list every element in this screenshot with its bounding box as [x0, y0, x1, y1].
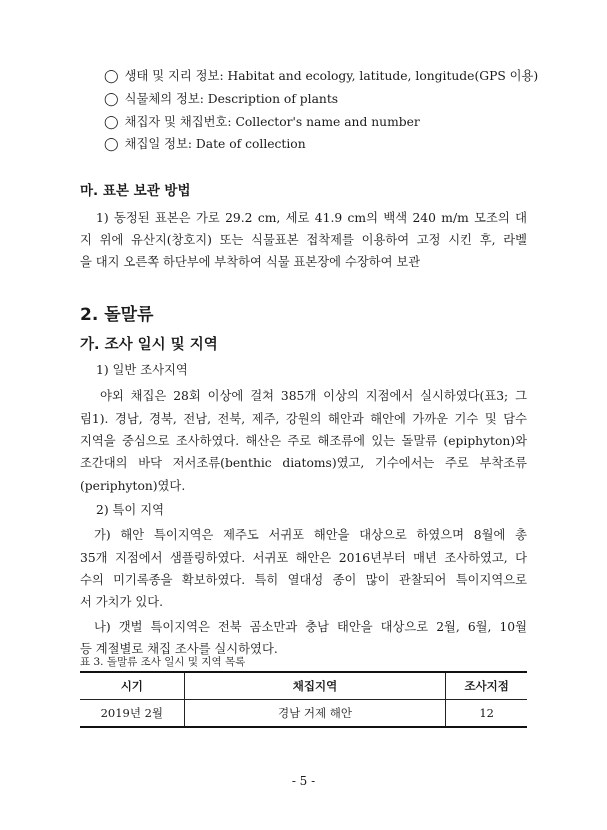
column-header-region: 채집지역	[184, 672, 446, 700]
list-item: ◯ 채집자 및 채집번호: Collector's name and number	[104, 115, 420, 130]
paragraph-line: 서 가치가 있다.	[80, 595, 163, 609]
paragraph-line: 지역을 중심으로 조사하였다. 해산은 주로 해조류에 있는 돌말류 (epiphyton)와	[80, 434, 527, 448]
paragraph-line: 수의 미기록종을 확보하였다. 특히 열대성 종이 많이 관찰되어 특이지역으로	[80, 573, 527, 587]
paragraph-line: 지 위에 유산지(창호지) 또는 식물표본 접착제를 이용하여 고정 시킨 후, 라벨	[80, 233, 527, 247]
circle-bullet-icon: ◯	[104, 137, 119, 152]
paragraph-line: 나) 갯벌 특이지역은 전북 곰소만과 충남 태안을 대상으로 2월, 6월, 10월	[94, 620, 527, 634]
paragraph-line: 림1). 경남, 경북, 전남, 전북, 제주, 강원의 해안과 해안에 가까운 기수 및 담수	[80, 412, 527, 426]
paragraph-line: 을 대지 오른쪽 하단부에 부착하여 식물 표본장에 수장하여 보관	[80, 255, 421, 269]
table-cell: 2019년 2월	[80, 700, 184, 728]
item-label: 2) 특이 지역	[96, 503, 164, 517]
list-item: ◯ 채집일 정보: Date of collection	[104, 137, 306, 152]
paragraph-line: 35개 지점에서 샘플링하였다. 서귀포 해안은 2016년부터 매년 조사하였고, 다	[80, 551, 527, 565]
item-label: 1) 일반 조사지역	[96, 363, 188, 377]
table-header-row	[80, 672, 527, 700]
section-heading: 마. 표본 보관 방법	[80, 183, 191, 199]
chapter-heading: 2. 돌말류	[80, 305, 154, 325]
circle-bullet-icon: ◯	[104, 115, 119, 130]
survey-table	[80, 671, 527, 728]
circle-bullet-icon: ◯	[104, 69, 119, 84]
paragraph-line: 야외 채집은 28회 이상에 걸쳐 385개 이상의 지점에서 실시하였다(표3; 그	[100, 389, 527, 403]
column-header-period: 시기	[80, 672, 184, 700]
column-header-sites: 조사지점	[446, 672, 527, 700]
paragraph-line: (periphyton)였다.	[80, 479, 186, 493]
paragraph-line: 조간대의 바닥 저서조류(benthic diatoms)였고, 기수에서는 주로 부착조류	[80, 456, 527, 470]
paragraph-line: 1) 동정된 표본은 가로 29.2 cm, 세로 41.9 cm의 백색 240 m/m 모조의 대	[96, 211, 527, 225]
circle-bullet-icon: ◯	[104, 92, 119, 107]
list-item: ◯ 식물체의 정보: Description of plants	[104, 92, 339, 107]
table-caption: 표 3. 돌말류 조사 일시 및 지역 목록	[80, 656, 246, 668]
table-row	[80, 700, 527, 728]
list-item: ◯ 생태 및 지리 정보: Habitat and ecology, latitude, longitude(GPS 이용)	[104, 69, 539, 84]
paragraph-line: 가) 해안 특이지역은 제주도 서귀포 해안을 대상으로 하였으며 8월에 총	[94, 528, 527, 542]
table-cell: 12	[446, 700, 527, 728]
section-heading: 가. 조사 일시 및 지역	[80, 337, 218, 353]
paragraph-line: 등 계절별로 채집 조사를 실시하였다.	[80, 642, 278, 656]
page-number: - 5 -	[291, 774, 316, 788]
table-cell: 경남 거제 해안	[184, 700, 446, 728]
